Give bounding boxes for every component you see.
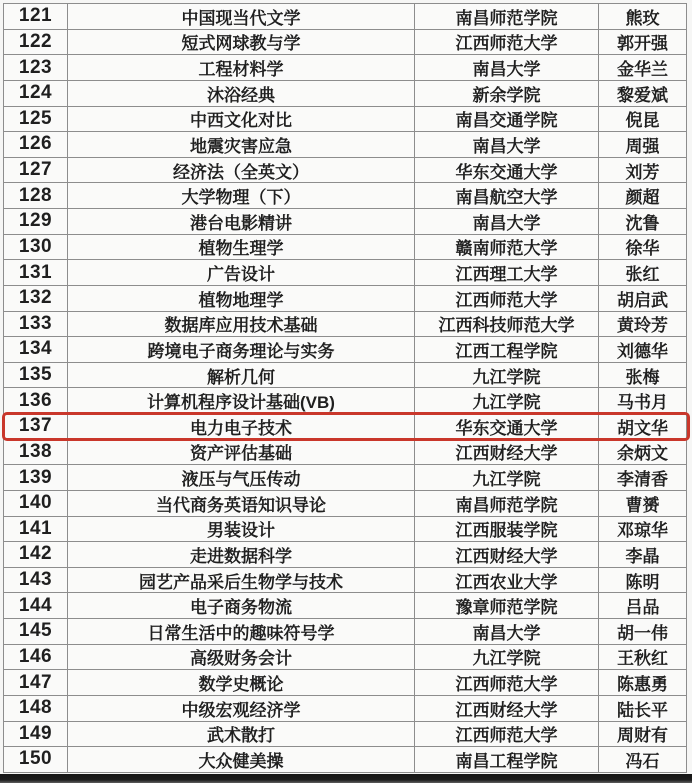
cell-school-name: 南昌交通学院 <box>415 107 599 132</box>
cell-teacher-name: 李晶 <box>599 542 687 567</box>
cell-index: 135 <box>4 363 68 388</box>
cell-course-name: 男装设计 <box>68 517 415 542</box>
cell-teacher-name: 曹赟 <box>599 491 687 516</box>
cell-school-name: 南昌师范学院 <box>415 4 599 29</box>
cell-school-name: 江西科技师范大学 <box>415 312 599 337</box>
table-row <box>4 363 687 389</box>
cell-course-name: 广告设计 <box>68 260 415 285</box>
cell-school-name: 江西师范大学 <box>415 286 599 311</box>
cell-course-name: 日常生活中的趣味符号学 <box>68 619 415 644</box>
table-row <box>4 388 687 414</box>
cell-course-name: 地震灾害应急 <box>68 132 415 157</box>
table-row <box>4 209 687 235</box>
cell-course-name: 高级财务会计 <box>68 645 415 670</box>
cell-course-name: 资产评估基础 <box>68 440 415 465</box>
cell-index: 134 <box>4 337 68 362</box>
cell-course-name: 大众健美操 <box>68 747 415 772</box>
cell-school-name: 华东交通大学 <box>415 414 599 439</box>
table-row <box>4 747 687 773</box>
cell-index: 140 <box>4 491 68 516</box>
table-row <box>4 696 687 722</box>
cell-index: 149 <box>4 722 68 747</box>
cell-index: 131 <box>4 260 68 285</box>
cell-index: 142 <box>4 542 68 567</box>
cell-school-name: 华东交通大学 <box>415 158 599 183</box>
cell-teacher-name: 陈惠勇 <box>599 670 687 695</box>
cell-index: 143 <box>4 568 68 593</box>
cell-school-name: 江西财经大学 <box>415 696 599 721</box>
cell-index: 130 <box>4 235 68 260</box>
cell-teacher-name: 冯石 <box>599 747 687 772</box>
table-row <box>4 312 687 338</box>
cell-school-name: 赣南师范大学 <box>415 235 599 260</box>
table-row <box>4 440 687 466</box>
cell-school-name: 九江学院 <box>415 645 599 670</box>
cell-school-name: 豫章师范学院 <box>415 593 599 618</box>
cell-index: 127 <box>4 158 68 183</box>
table-row <box>4 107 687 133</box>
cell-school-name: 江西师范大学 <box>415 670 599 695</box>
cell-course-name: 中西文化对比 <box>68 107 415 132</box>
cell-course-name: 工程材料学 <box>68 55 415 80</box>
cell-index: 121 <box>4 4 68 29</box>
cell-school-name: 南昌工程学院 <box>415 747 599 772</box>
cell-course-name: 短式网球教与学 <box>68 30 415 55</box>
cell-index: 141 <box>4 517 68 542</box>
cell-school-name: 九江学院 <box>415 388 599 413</box>
cell-teacher-name: 颜超 <box>599 183 687 208</box>
cell-teacher-name: 吕品 <box>599 593 687 618</box>
table-row <box>4 55 687 81</box>
cell-school-name: 江西师范大学 <box>415 722 599 747</box>
table-row <box>4 30 687 56</box>
cell-index: 148 <box>4 696 68 721</box>
table-row <box>4 183 687 209</box>
cell-teacher-name: 徐华 <box>599 235 687 260</box>
cell-index: 145 <box>4 619 68 644</box>
table-row <box>4 465 687 491</box>
table-row <box>4 132 687 158</box>
cell-course-name: 数学史概论 <box>68 670 415 695</box>
cell-school-name: 江西服装学院 <box>415 517 599 542</box>
table-row <box>4 645 687 671</box>
table-row <box>4 542 687 568</box>
cell-school-name: 南昌大学 <box>415 132 599 157</box>
cell-teacher-name: 陈明 <box>599 568 687 593</box>
table-row <box>4 670 687 696</box>
cell-course-name: 大学物理（下） <box>68 183 415 208</box>
cell-school-name: 江西农业大学 <box>415 568 599 593</box>
cell-course-name: 中级宏观经济学 <box>68 696 415 721</box>
cell-teacher-name: 周强 <box>599 132 687 157</box>
cell-teacher-name: 李清香 <box>599 465 687 490</box>
cell-index: 139 <box>4 465 68 490</box>
cell-teacher-name: 胡一伟 <box>599 619 687 644</box>
table-row <box>4 158 687 184</box>
cell-index: 132 <box>4 286 68 311</box>
cell-school-name: 新余学院 <box>415 81 599 106</box>
table-row <box>4 260 687 286</box>
cell-school-name: 九江学院 <box>415 465 599 490</box>
cell-index: 124 <box>4 81 68 106</box>
table-row <box>4 593 687 619</box>
cell-index: 133 <box>4 312 68 337</box>
cell-index: 128 <box>4 183 68 208</box>
cell-course-name: 沐浴经典 <box>68 81 415 106</box>
cell-teacher-name: 沈鲁 <box>599 209 687 234</box>
cell-school-name: 九江学院 <box>415 363 599 388</box>
table-row <box>4 4 687 30</box>
table-row <box>4 81 687 107</box>
cell-course-name: 电子商务物流 <box>68 593 415 618</box>
cell-course-name: 港台电影精讲 <box>68 209 415 234</box>
cell-school-name: 南昌大学 <box>415 619 599 644</box>
table-row <box>4 619 687 645</box>
table-row <box>4 286 687 312</box>
cell-school-name: 江西财经大学 <box>415 542 599 567</box>
table-row <box>4 722 687 748</box>
cell-course-name: 液压与气压传动 <box>68 465 415 490</box>
table-row <box>4 414 687 440</box>
cell-index: 137 <box>4 414 68 439</box>
cell-course-name: 园艺产品采后生物学与技术 <box>68 568 415 593</box>
cell-course-name: 计算机程序设计基础(VB) <box>68 388 415 413</box>
cell-school-name: 南昌航空大学 <box>415 183 599 208</box>
cell-index: 129 <box>4 209 68 234</box>
cell-school-name: 江西工程学院 <box>415 337 599 362</box>
cell-course-name: 解析几何 <box>68 363 415 388</box>
cell-school-name: 江西财经大学 <box>415 440 599 465</box>
cell-index: 144 <box>4 593 68 618</box>
cell-teacher-name: 胡文华 <box>599 414 687 439</box>
cell-index: 126 <box>4 132 68 157</box>
cell-course-name: 武术散打 <box>68 722 415 747</box>
cell-teacher-name: 刘芳 <box>599 158 687 183</box>
table-row <box>4 235 687 261</box>
cell-teacher-name: 倪昆 <box>599 107 687 132</box>
cell-teacher-name: 金华兰 <box>599 55 687 80</box>
bottom-edge-bar <box>0 774 692 783</box>
cell-teacher-name: 陆长平 <box>599 696 687 721</box>
cell-school-name: 南昌大学 <box>415 209 599 234</box>
cell-teacher-name: 王秋红 <box>599 645 687 670</box>
cell-index: 136 <box>4 388 68 413</box>
cell-teacher-name: 张红 <box>599 260 687 285</box>
cell-teacher-name: 胡启武 <box>599 286 687 311</box>
cell-index: 138 <box>4 440 68 465</box>
cell-school-name: 江西理工大学 <box>415 260 599 285</box>
cell-school-name: 南昌师范学院 <box>415 491 599 516</box>
cell-course-name: 当代商务英语知识导论 <box>68 491 415 516</box>
cell-teacher-name: 黄玲芳 <box>599 312 687 337</box>
cell-teacher-name: 黎爱斌 <box>599 81 687 106</box>
cell-index: 150 <box>4 747 68 772</box>
table-row <box>4 337 687 363</box>
cell-course-name: 植物地理学 <box>68 286 415 311</box>
course-table <box>3 3 687 773</box>
cell-index: 146 <box>4 645 68 670</box>
cell-school-name: 江西师范大学 <box>415 30 599 55</box>
cell-index: 125 <box>4 107 68 132</box>
cell-index: 147 <box>4 670 68 695</box>
cell-teacher-name: 张梅 <box>599 363 687 388</box>
cell-teacher-name: 马书月 <box>599 388 687 413</box>
cell-course-name: 中国现当代文学 <box>68 4 415 29</box>
cell-teacher-name: 刘德华 <box>599 337 687 362</box>
table-row <box>4 568 687 594</box>
table-row <box>4 517 687 543</box>
table-row <box>4 491 687 517</box>
cell-teacher-name: 熊玫 <box>599 4 687 29</box>
cell-teacher-name: 余炳文 <box>599 440 687 465</box>
cell-course-name: 电力电子技术 <box>68 414 415 439</box>
cell-course-name: 植物生理学 <box>68 235 415 260</box>
cell-course-name: 经济法（全英文） <box>68 158 415 183</box>
cell-teacher-name: 郭开强 <box>599 30 687 55</box>
cell-index: 122 <box>4 30 68 55</box>
cell-index: 123 <box>4 55 68 80</box>
cell-school-name: 南昌大学 <box>415 55 599 80</box>
cell-teacher-name: 周财有 <box>599 722 687 747</box>
cell-course-name: 数据库应用技术基础 <box>68 312 415 337</box>
cell-course-name: 走进数据科学 <box>68 542 415 567</box>
cell-course-name: 跨境电子商务理论与实务 <box>68 337 415 362</box>
cell-teacher-name: 邓琼华 <box>599 517 687 542</box>
